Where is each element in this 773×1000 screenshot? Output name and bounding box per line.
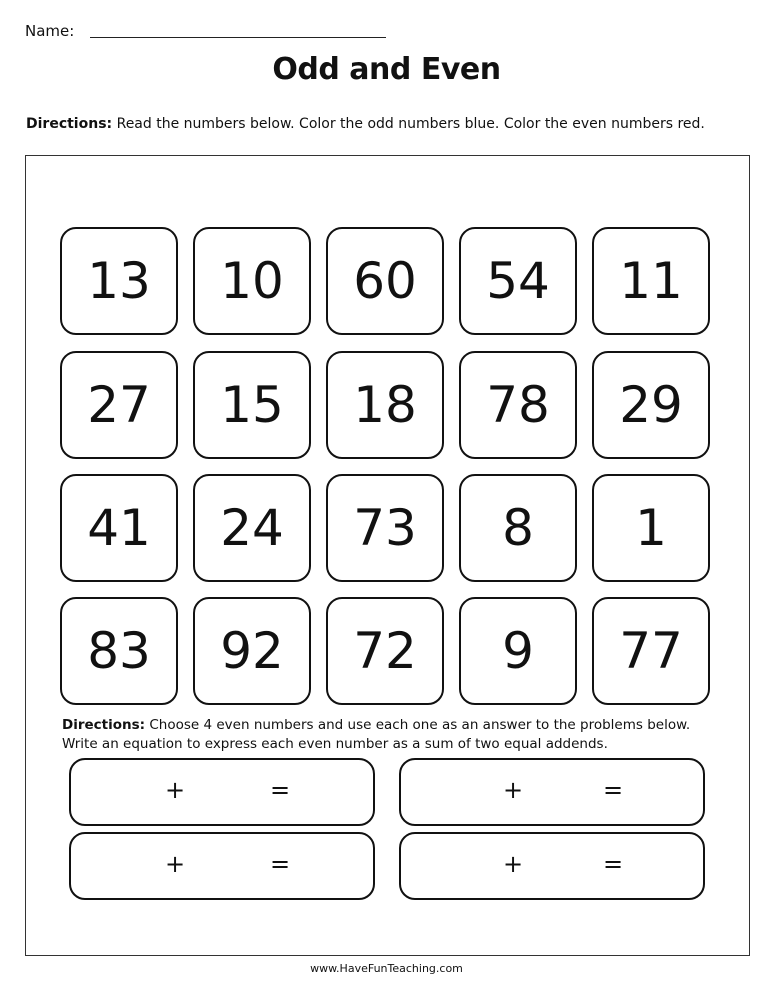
equals-sign: =: [270, 850, 291, 878]
number-card[interactable]: 9: [459, 597, 577, 705]
directions-line-1: [62, 716, 722, 735]
directions-text: Choose 4 even numbers and use each one as an answer to the problems below.: [145, 717, 691, 733]
plus-sign: +: [503, 850, 524, 878]
equation-box[interactable]: [399, 758, 705, 826]
number-card[interactable]: 73: [326, 474, 444, 582]
equals-sign: =: [270, 776, 291, 804]
number-card[interactable]: 41: [60, 474, 178, 582]
number-card[interactable]: 15: [193, 351, 311, 459]
equals-sign: =: [603, 850, 624, 878]
directions-line-2: Write an equation to express each even number as a sum of two equal addends.: [62, 736, 608, 752]
number-card[interactable]: 54: [459, 227, 577, 335]
number-card[interactable]: 29: [592, 351, 710, 459]
equation-box[interactable]: [69, 758, 375, 826]
equals-sign: =: [603, 776, 624, 804]
page-title: Odd and Even: [272, 52, 501, 87]
name-line[interactable]: [90, 37, 386, 38]
number-card[interactable]: 1: [592, 474, 710, 582]
number-card[interactable]: 18: [326, 351, 444, 459]
directions-label: Directions:: [26, 116, 113, 132]
plus-sign: +: [503, 776, 524, 804]
number-card[interactable]: 60: [326, 227, 444, 335]
directions-label: Directions:: [62, 717, 146, 733]
plus-sign: +: [165, 776, 186, 804]
number-card[interactable]: 13: [60, 227, 178, 335]
plus-sign: +: [165, 850, 186, 878]
equation-box[interactable]: [399, 832, 705, 900]
directions-bottom: [62, 716, 722, 754]
directions-text: Read the numbers below. Color the odd numbers blue. Color the even numbers red.: [112, 116, 705, 132]
number-card[interactable]: 83: [60, 597, 178, 705]
number-card[interactable]: 24: [193, 474, 311, 582]
number-card[interactable]: 10: [193, 227, 311, 335]
number-card[interactable]: 27: [60, 351, 178, 459]
name-label: Name:: [25, 22, 75, 40]
number-card[interactable]: 72: [326, 597, 444, 705]
number-card[interactable]: 77: [592, 597, 710, 705]
number-card[interactable]: 78: [459, 351, 577, 459]
directions-top: [26, 116, 705, 132]
number-card[interactable]: 92: [193, 597, 311, 705]
footer-url: www.HaveFunTeaching.com: [310, 962, 463, 975]
number-card[interactable]: 8: [459, 474, 577, 582]
number-card[interactable]: 11: [592, 227, 710, 335]
equation-box[interactable]: [69, 832, 375, 900]
